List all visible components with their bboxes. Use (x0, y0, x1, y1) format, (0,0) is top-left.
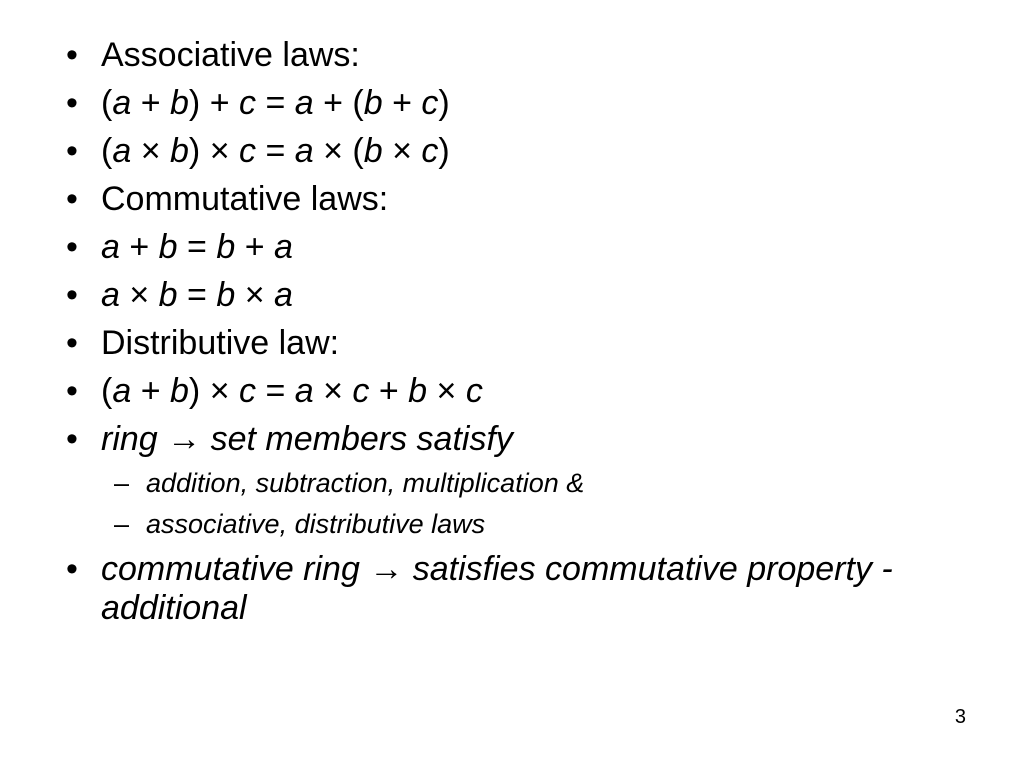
italic-text-run: a (274, 276, 293, 314)
italic-text-run: a (294, 84, 314, 122)
text-run: = (256, 372, 295, 410)
text-run: = (177, 276, 217, 314)
text-run: + (382, 84, 422, 122)
text-run: ) (438, 84, 450, 122)
text-run: → (369, 550, 404, 588)
bullet-text (101, 324, 339, 362)
italic-text-run: c (421, 84, 439, 122)
text-run: ) (438, 132, 450, 170)
italic-text-run: a (112, 372, 132, 410)
italic-text-run: b (158, 276, 178, 314)
text-run: × (313, 372, 353, 410)
sub-bullet-mark: – (114, 509, 130, 539)
text-run: + (131, 372, 170, 410)
text-run: → (167, 420, 202, 458)
bullet-list (57, 36, 957, 637)
italic-text-run: a (101, 228, 120, 266)
bullet-mark: • (66, 324, 78, 362)
bullet-item (57, 36, 957, 75)
italic-text-run: c (352, 372, 370, 410)
text-run: × (427, 372, 466, 410)
text-run: = (256, 84, 295, 122)
text-run: ( (101, 372, 113, 410)
bullet-item (57, 180, 957, 219)
text-run: + ( (313, 84, 364, 122)
italic-text-run: b (408, 372, 428, 410)
italic-text-run: b (158, 228, 178, 266)
bullet-mark: • (66, 550, 78, 588)
italic-text-run: ring (101, 420, 168, 458)
bullet-text (101, 550, 893, 627)
text-run: = (256, 132, 295, 170)
italic-text-run: b (170, 132, 189, 170)
italic-text-run: b (170, 84, 189, 122)
bullet-text (101, 180, 388, 218)
italic-text-run: a (274, 228, 293, 266)
page-number: 3 (954, 706, 966, 728)
bullet-item (57, 420, 957, 459)
sub-bullet-item (57, 468, 957, 499)
text-run: ( (101, 84, 113, 122)
italic-text-run: b (216, 228, 236, 266)
text-run: ) + (188, 84, 239, 122)
bullet-mark: • (66, 84, 78, 122)
bullet-item (57, 84, 957, 123)
bullet-mark: • (66, 372, 78, 410)
italic-text-run: b (363, 84, 383, 122)
italic-text-run: c (421, 132, 439, 170)
text-run: + (235, 228, 275, 266)
bullet-mark: • (66, 420, 78, 458)
sub-bullet-mark: – (114, 468, 130, 498)
italic-text-run: a (294, 372, 314, 410)
text-run: ) × (188, 372, 239, 410)
italic-text-run: b (170, 372, 189, 410)
bullet-mark: • (66, 36, 78, 74)
italic-text-run: c (239, 132, 256, 170)
bullet-text (101, 36, 360, 74)
italic-text-run: c (465, 372, 483, 410)
text-run: Associative laws: (101, 36, 360, 74)
bullet-text (101, 372, 483, 410)
text-run: Distributive law: (101, 324, 340, 362)
sub-bullet-item (57, 509, 957, 540)
bullet-mark: • (66, 180, 78, 218)
italic-text-run: b (216, 276, 236, 314)
text-run: = (177, 228, 217, 266)
text-run: Commutative laws: (101, 180, 389, 218)
bullet-text (101, 276, 293, 314)
bullet-item (57, 276, 957, 315)
bullet-item (57, 324, 957, 363)
bullet-mark: • (66, 132, 78, 170)
italic-text-run: a (112, 132, 132, 170)
text-run: × (119, 276, 159, 314)
text-run: × (131, 132, 170, 170)
text-run: × ( (313, 132, 364, 170)
italic-text-run: satisfies commutative property - additional (101, 550, 893, 627)
bullet-text (101, 228, 293, 266)
bullet-item (57, 228, 957, 267)
italic-text-run: a (112, 84, 132, 122)
text-run: + (131, 84, 170, 122)
text-run: + (119, 228, 159, 266)
italic-text-run: c (239, 372, 256, 410)
bullet-item (57, 372, 957, 411)
bullet-mark: • (66, 276, 78, 314)
italic-text-run: a (294, 132, 314, 170)
bullet-item (57, 550, 957, 628)
sub-bullet-text: associative, distributive laws (146, 509, 486, 539)
italic-text-run: c (239, 84, 256, 122)
bullet-item (57, 132, 957, 171)
text-run: × (382, 132, 422, 170)
text-run: × (235, 276, 275, 314)
text-run: ( (101, 132, 113, 170)
italic-text-run: set members satisfy (201, 420, 513, 458)
bullet-text (101, 84, 450, 122)
italic-text-run: commutative ring (101, 550, 370, 588)
text-run: + (369, 372, 409, 410)
italic-text-run: b (363, 132, 383, 170)
bullet-mark: • (66, 228, 78, 266)
sub-bullet-text: addition, subtraction, multiplication & (146, 468, 585, 498)
bullet-text (101, 420, 513, 458)
italic-text-run: a (101, 276, 120, 314)
bullet-text (101, 132, 450, 170)
text-run: ) × (188, 132, 239, 170)
